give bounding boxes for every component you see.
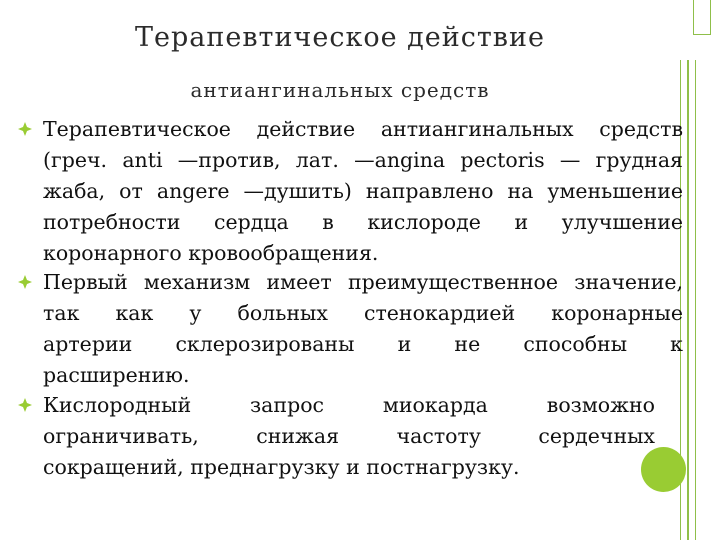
decorative-vertical-line [687, 60, 689, 540]
paragraph-line: (греч. anti —против, лат. —angina pectoris — грудная [43, 148, 683, 172]
paragraph-line: ограничивать, снижая частоту сердечных [43, 424, 655, 448]
four-point-star-icon [18, 122, 32, 136]
bullet-paragraph-2 [43, 267, 683, 391]
decorative-vertical-line [695, 60, 696, 540]
slide-title-line-1: Терапевтическое действие [135, 22, 545, 53]
decorative-frame-top [693, 0, 711, 35]
bullet-paragraph-3 [43, 390, 655, 483]
paragraph-line: Терапевтическое действие антиангинальных средств [43, 117, 683, 141]
bullet-paragraph-1 [43, 114, 683, 269]
paragraph-line: Первый механизм имеет преимущественное значение, [43, 270, 683, 294]
paragraph-line: сокращений, преднагрузку и постнагрузку. [43, 455, 520, 479]
four-point-star-icon [18, 275, 32, 289]
paragraph-line: жаба, от angere —душить) направлено на уменьшение [43, 179, 683, 203]
paragraph-line: коронарного кровообращения. [43, 241, 379, 265]
four-point-star-icon [18, 398, 32, 412]
decorative-circle [641, 447, 686, 492]
paragraph-line: расширению. [43, 363, 190, 387]
paragraph-line: так как у больных стенокардией коронарные [43, 301, 683, 325]
paragraph-line: потребности сердца в кислороде и улучшение [43, 210, 683, 234]
slide-title-line-2: антиангинальных средств [190, 78, 490, 102]
paragraph-line: артерии склерозированы и не способны к [43, 332, 683, 356]
paragraph-line: Кислородный запрос миокарда возможно [43, 393, 655, 417]
